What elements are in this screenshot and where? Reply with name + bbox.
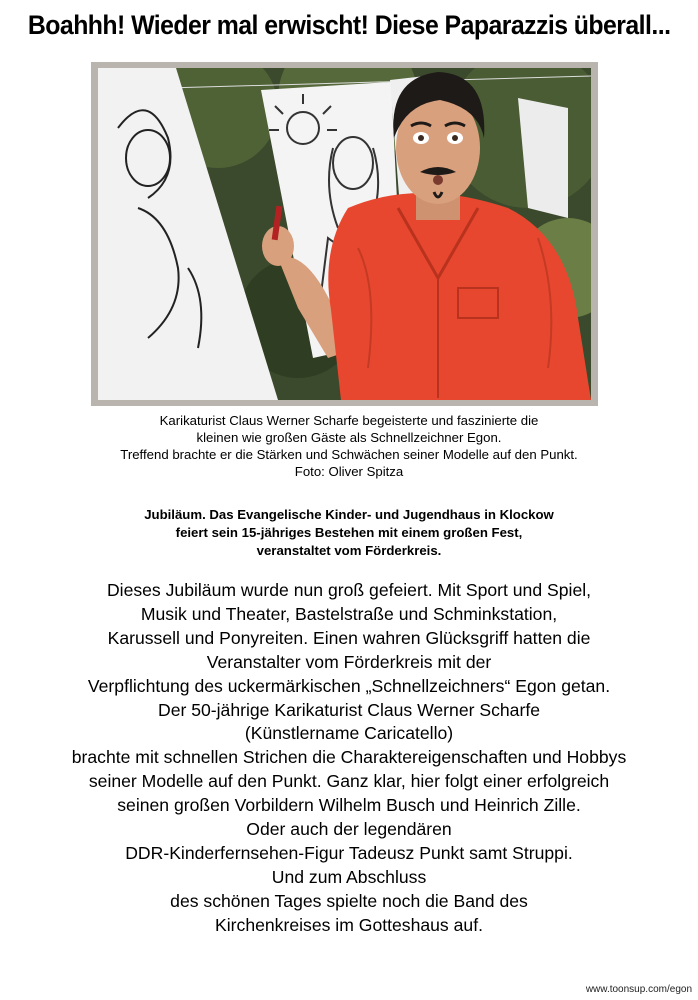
body-line: des schönen Tages spielte noch die Band des xyxy=(170,890,528,911)
site-credit: www.toonsup.com/egon xyxy=(585,984,692,995)
photo-frame xyxy=(91,62,598,406)
body-line: Der 50-jährige Karikaturist Claus Werner Scharfe xyxy=(157,699,540,720)
lead-line: feiert sein 15-jähriges Bestehen mit einem großen Fest, xyxy=(175,525,523,540)
article-body xyxy=(0,579,698,938)
body-line: Und zum Abschluss xyxy=(271,866,427,887)
body-line: (Künstlername Caricatello) xyxy=(244,723,454,744)
body-line: Karussell und Ponyreiten. Einen wahren Glücksgriff hatten die xyxy=(107,627,591,648)
photo-caption xyxy=(0,412,698,480)
body-line: Dieses Jubiläum wurde nun groß gefeiert. Mit Sport und Spiel, xyxy=(106,580,592,600)
body-line: Veranstalter vom Förderkreis mit der xyxy=(206,651,492,672)
body-line: seiner Modelle auf den Punkt. Ganz klar, hier folgt einer erfolgreich xyxy=(88,771,610,792)
photo-illustration xyxy=(98,68,591,400)
photo-caricaturist xyxy=(98,68,591,400)
body-line: Musik und Theater, Bastelstraße und Schminkstation, xyxy=(140,603,558,624)
lead-paragraph xyxy=(0,506,698,560)
caption-line: Karikaturist Claus Werner Scharfe begeisterte und faszinierte die xyxy=(159,413,539,428)
body-line: Oder auch der legendären xyxy=(246,819,452,840)
body-line: seinen großen Vorbildern Wilhelm Busch und Heinrich Zille. xyxy=(117,795,581,816)
body-line: DDR-Kinderfernsehen-Figur Tadeusz Punkt samt Struppi. xyxy=(125,842,573,863)
lead-line: veranstaltet vom Förderkreis. xyxy=(256,543,442,558)
caption-line: Treffend brachte er die Stärken und Schwächen seiner Modelle auf den Punkt. xyxy=(120,447,578,462)
photo-credit: Foto: Oliver Spitza xyxy=(294,464,404,479)
body-line: brachte mit schnellen Strichen die Charaktereigenschaften und Hobbys xyxy=(71,747,627,768)
lead-line: Jubiläum. Das Evangelische Kinder- und Jugendhaus in Klockow xyxy=(144,507,554,522)
headline: Boahhh! Wieder mal erwischt! Diese Paparazzis überall... xyxy=(27,10,671,40)
caption-line: kleinen wie großen Gäste als Schnellzeichner Egon. xyxy=(196,430,502,445)
body-line: Verpflichtung des uckermärkischen „Schnellzeichners“ Egon getan. xyxy=(87,675,611,696)
body-line: Kirchenkreises im Gotteshaus auf. xyxy=(215,914,483,935)
